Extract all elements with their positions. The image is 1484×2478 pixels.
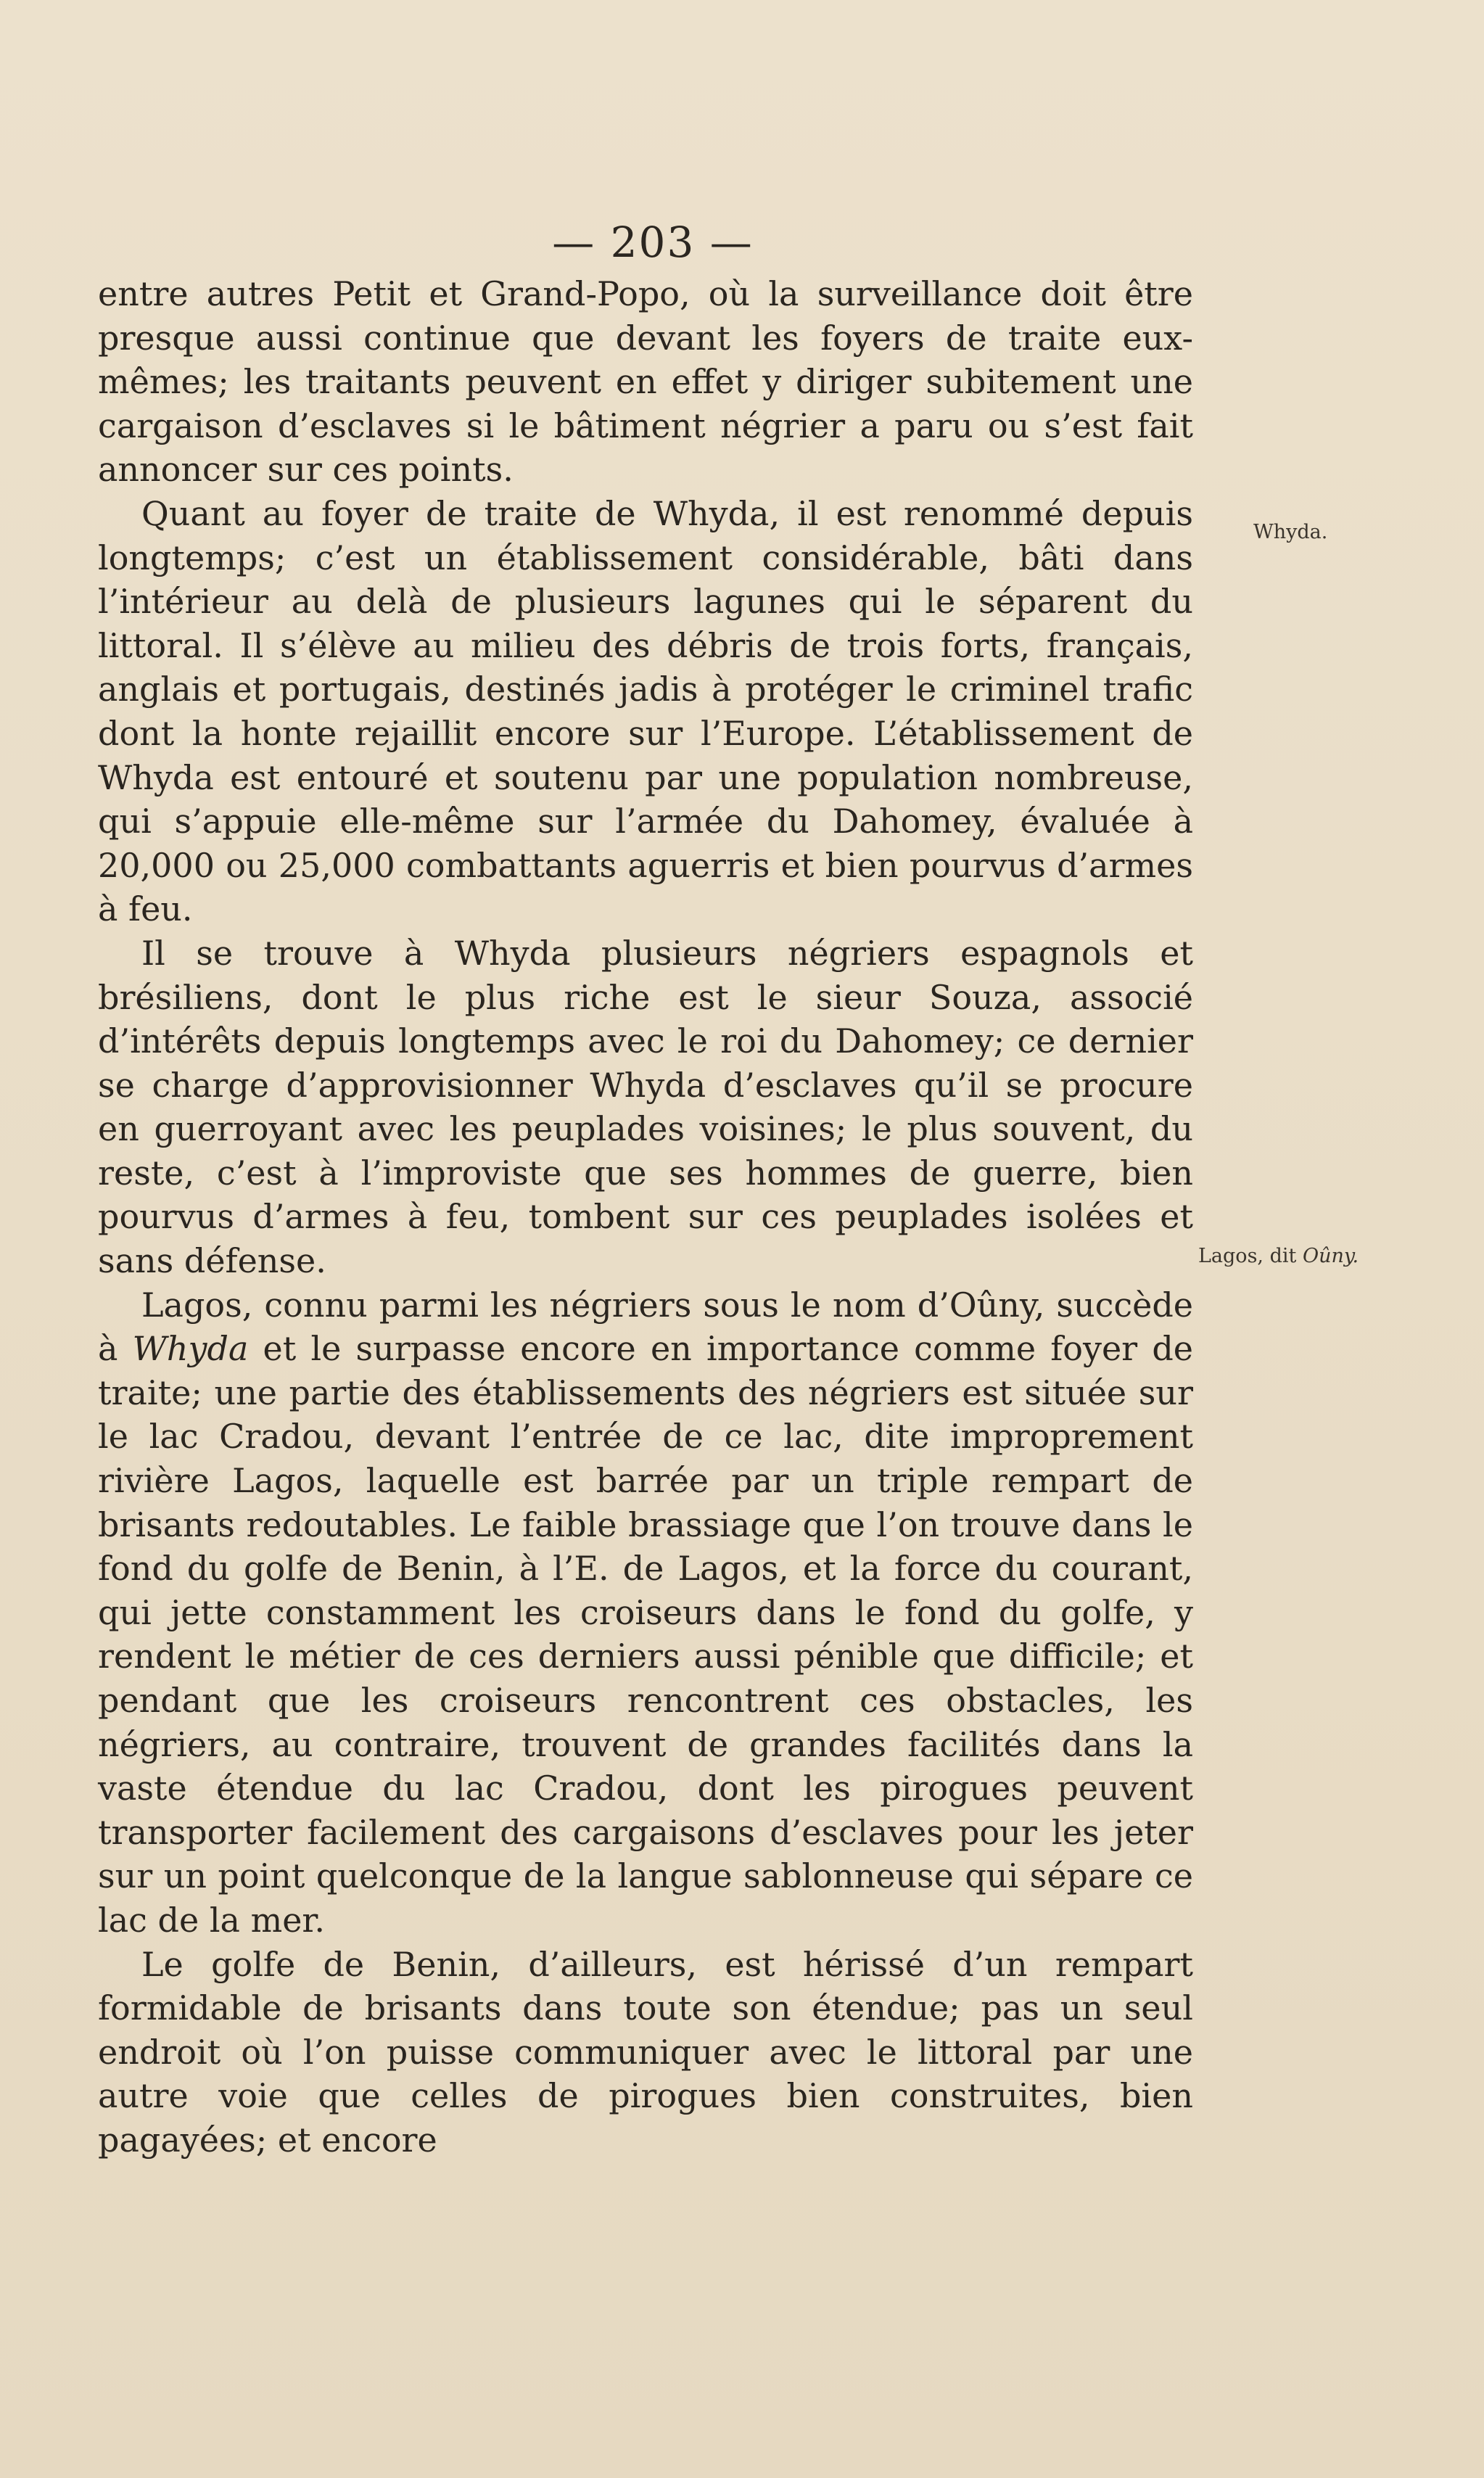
paragraph-4-end: et le surpasse encore en importance comme foyer de traite; une partie des établissements des négriers est située sur le lac Cradou, devant l’entrée de ce lac, dite improprement rivière Lagos, laquelle est barrée par un triple rempart de brisants redoutables. Le faible brassiage que l’on trouve dans le fond du golfe de Benin, à l’E. de Lagos, et la force du courant, qui jette constamment les croiseurs dans le fond du golfe, y rendent le métier de ces derniers aussi pénible que difficile; et pendant que les croiseurs rencontrent ces obstacles, les négriers, au contraire, trouvent de grandes facilités dans la vaste étendue du lac Cradou, dont les pirogues peuvent transporter facilement des cargaisons d’esclaves pour les jeter sur un point quelconque de la langue sablonneuse qui sépare ce lac de la mer. (98, 1329, 1194, 1940)
margin-note-lagos-italic: Oûny. (1302, 1245, 1359, 1267)
paragraph-1: entre autres Petit et Grand-Popo, où la surveillance doit être presque aussi continue que devant les foyers de traite eux-mêmes; les traitants peuvent en effet y diriger subitement une cargaison d’esclaves si le bâtiment négrier a paru ou s’est fait annoncer sur ces points. (98, 274, 1193, 490)
margin-note-lagos-prefix: Lagos, dit (1198, 1245, 1303, 1267)
page-number: — 203 — (552, 218, 754, 267)
paragraph-3: Il se trouve à Whyda plusieurs négriers espagnols et brésiliens, dont le plus riche est le sieur Souza, associé d’intérêts depuis longtemps avec le roi du Dahomey; ce dernier se charge d’approvisionner Whyda d’esclaves qu’il se procure en guerroyant avec les peuplades voisines; le plus souvent, du reste, c’est à l’improviste que ses hommes de guerre, bien pourvus d’armes à feu, tombent sur ces peuplades isolées et sans défense. (98, 933, 1193, 1281)
margin-note-lagos (1198, 1245, 1359, 1267)
paragraph-4-italic: Whyda (132, 1329, 249, 1369)
paragraph-2: Quant au foyer de traite de Whyda, il est renommé depuis longtemps; c’est un établissement considérable, bâti dans l’intérieur au delà de plusieurs lagunes qui le séparent du littoral. Il s’élève au milieu des débris de trois forts, français, anglais et portugais, destinés jadis à protéger le criminel trafic dont la honte rejaillit encore sur l’Europe. L’établissement de Whyda est entouré et soutenu par une population nombreuse, qui s’appuie elle-même sur l’armée du Dahomey, évaluée à 20,000 ou 25,000 combattants aguerris et bien pourvus d’armes à feu. (98, 493, 1193, 929)
paragraph-5: Le golfe de Benin, d’ailleurs, est hérissé d’un rempart formidable de brisants dans toute son étendue; pas un seul endroit où l’on puisse communiquer avec le littoral par une autre voie que celles de pirogues bien construites, bien pagayées; et encore (98, 1944, 1193, 2160)
body-text (98, 272, 1193, 2162)
paragraph-4 (98, 1283, 1193, 1943)
paragraph-4-start: Lagos, connu parmi les négriers sous le nom d’Oûny, succède à (98, 1285, 1193, 1369)
margin-note-whyda: Whyda. (1253, 521, 1328, 543)
